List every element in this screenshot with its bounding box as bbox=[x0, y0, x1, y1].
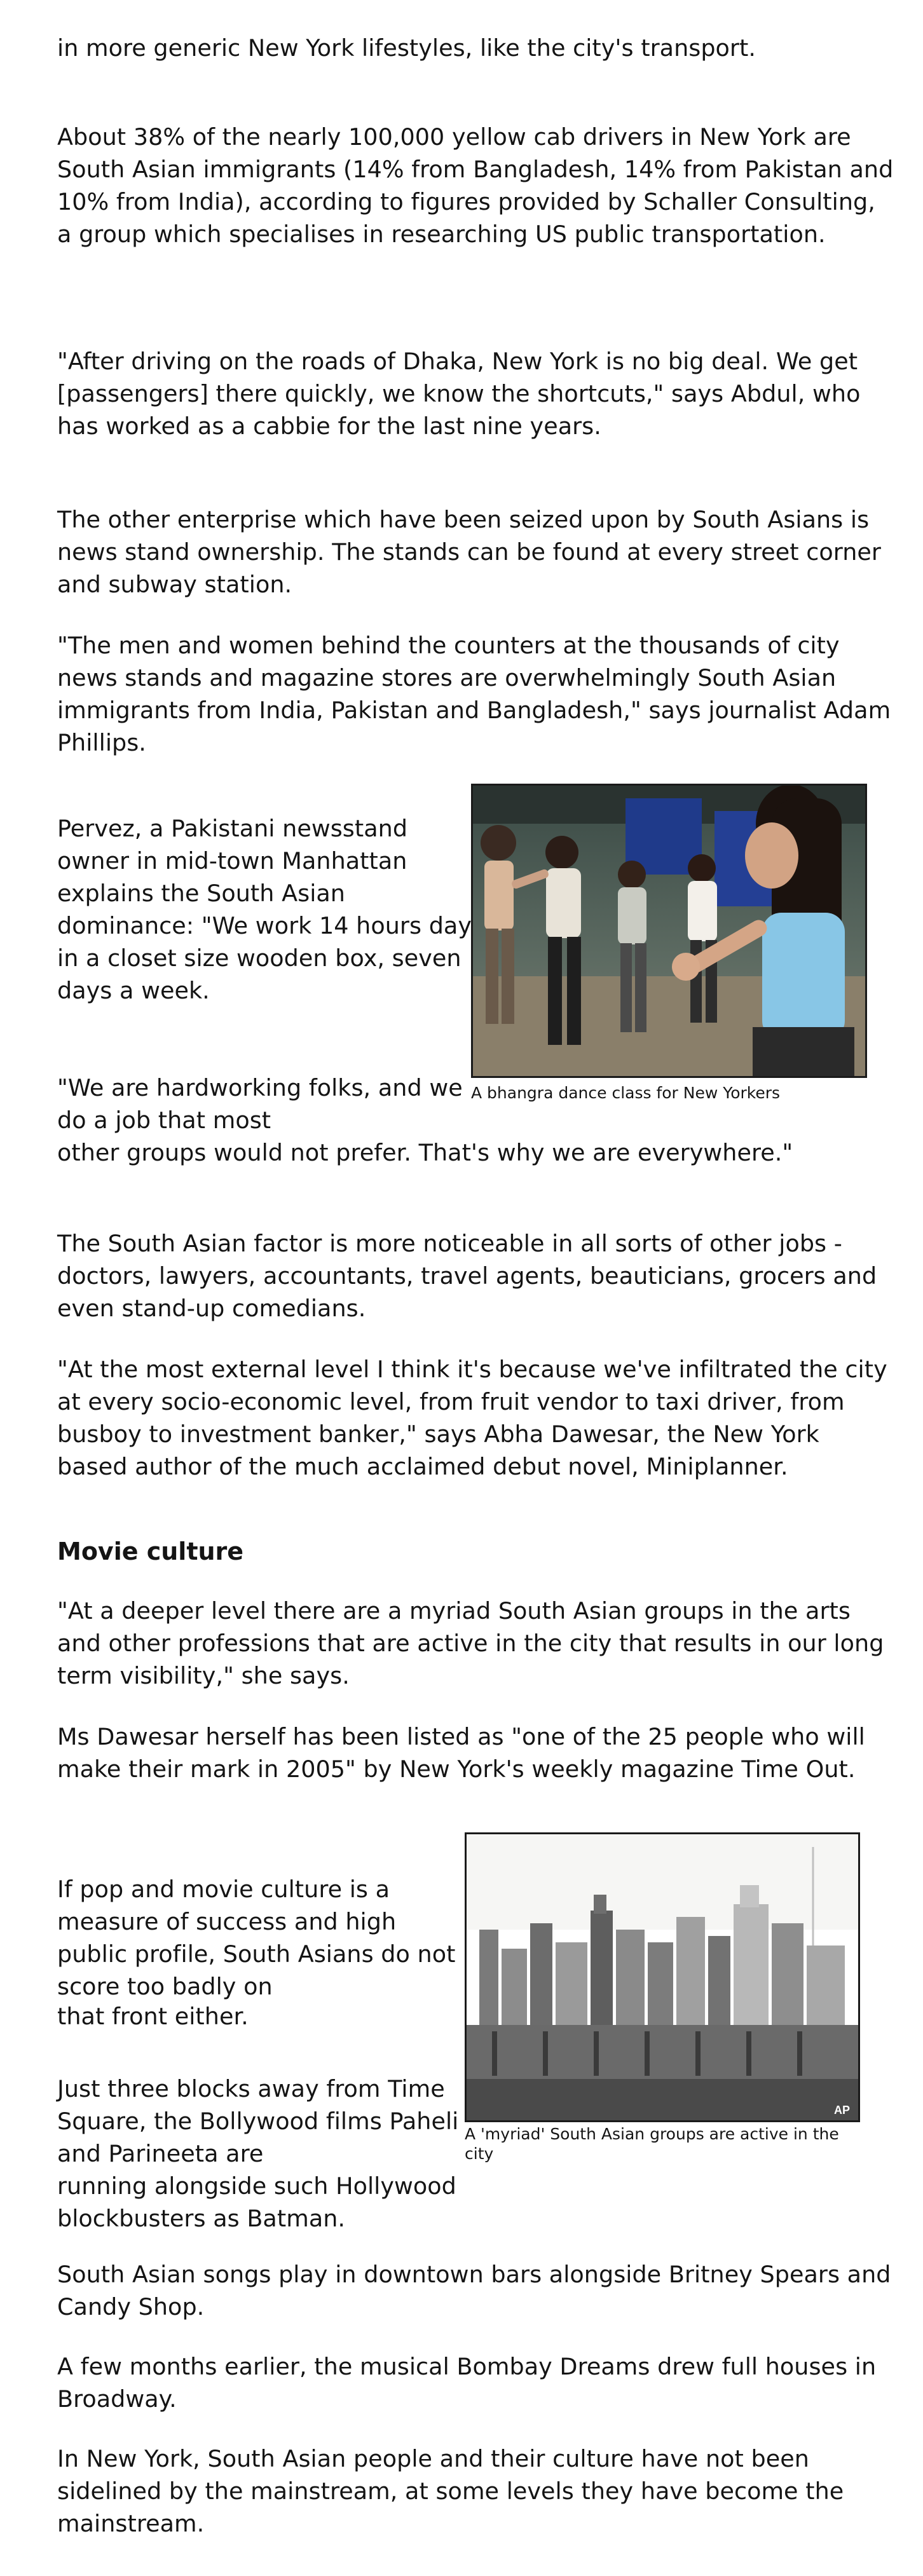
paragraph-9: "At the most external level I think it's because we've infiltrated the city at every socio-economic level, from fruit vendor to taxi driver, from busboy to investment banker," says Abha Dawesar, the New York based author of the much acclaimed debut novel, Miniplanner. bbox=[57, 1356, 887, 1480]
dance-class-image bbox=[473, 786, 865, 1076]
paragraph-5: "The men and women behind the counters at the thousands of city news stands and magazine stores are overwhelmingly South Asian immigrants from India, Pakistan and Bangladesh," says journalist Adam Phillips. bbox=[57, 632, 891, 756]
skyline-photo bbox=[465, 1832, 860, 2122]
city-skyline-image bbox=[467, 1834, 858, 2120]
paragraph-13-continued: running alongside such Hollywood blockbusters as Batman. bbox=[57, 2172, 456, 2232]
paragraph-2: About 38% of the nearly 100,000 yellow cab drivers in New York are South Asian immigrants (14% from Bangladesh, 14% from Pakistan and 10% from India), according to figures provided by Schaller Consulting, a group which specialises in researching US public transportation. bbox=[57, 123, 894, 248]
paragraph-11: Ms Dawesar herself has been listed as "one of the 25 people who will make their mark in 2005" by New York's weekly magazine Time Out. bbox=[57, 1723, 865, 1783]
paragraph-7-wrapped: "We are hardworking folks, and we do a job that most bbox=[57, 1074, 463, 1134]
paragraph-15: A few months earlier, the musical Bombay Dreams drew full houses in Broadway. bbox=[57, 2353, 877, 2413]
photo-credit: AP bbox=[834, 2104, 851, 2116]
paragraph-16: In New York, South Asian people and their culture have not been sidelined by the mainstream, at some levels they have become the mainstream. bbox=[57, 2445, 844, 2537]
paragraph-10: "At a deeper level there are a myriad South Asian groups in the arts and other professions that are active in the city that results in our long term visibility," she says. bbox=[57, 1597, 884, 1689]
dance-photo-caption: A bhangra dance class for New Yorkers bbox=[471, 1084, 781, 1102]
paragraph-7-continued: other groups would not prefer. That's why we are everywhere." bbox=[57, 1139, 793, 1166]
paragraph-14: South Asian songs play in downtown bars alongside Britney Spears and Candy Shop. bbox=[57, 2261, 891, 2320]
paragraph-1: in more generic New York lifestyles, like the city's transport. bbox=[57, 34, 756, 62]
section-heading-movie-culture: Movie culture bbox=[57, 1537, 244, 1565]
paragraph-13: Just three blocks away from Time Square, the Bollywood films Paheli and Parineeta are bbox=[57, 2075, 459, 2167]
dance-class-photo bbox=[471, 784, 867, 1078]
paragraph-12-continued: that front either. bbox=[57, 2003, 249, 2030]
paragraph-12: If pop and movie culture is a measure of success and high public profile, South Asians do not score too badly on bbox=[57, 1876, 456, 2000]
paragraph-8: The South Asian factor is more noticeable in all sorts of other jobs - doctors, lawyers, accountants, travel agents, beauticians, grocers and even stand-up comedians. bbox=[57, 1230, 877, 1322]
skyline-photo-caption: A 'myriad' South Asian groups are active in the city bbox=[465, 2125, 839, 2163]
paragraph-4: The other enterprise which have been seized upon by South Asians is news stand ownership. The stands can be found at every street corner and subway station. bbox=[57, 506, 881, 598]
paragraph-6: Pervez, a Pakistani newsstand owner in mid-town Manhattan explains the South Asian dominance: "We work 14 hours day in a closet size wooden box, seven days a week. bbox=[57, 815, 472, 1004]
paragraph-3: "After driving on the roads of Dhaka, New York is no big deal. We get [passengers] there quickly, we know the shortcuts," says Abdul, who has worked as a cabbie for the last nine years. bbox=[57, 348, 861, 440]
